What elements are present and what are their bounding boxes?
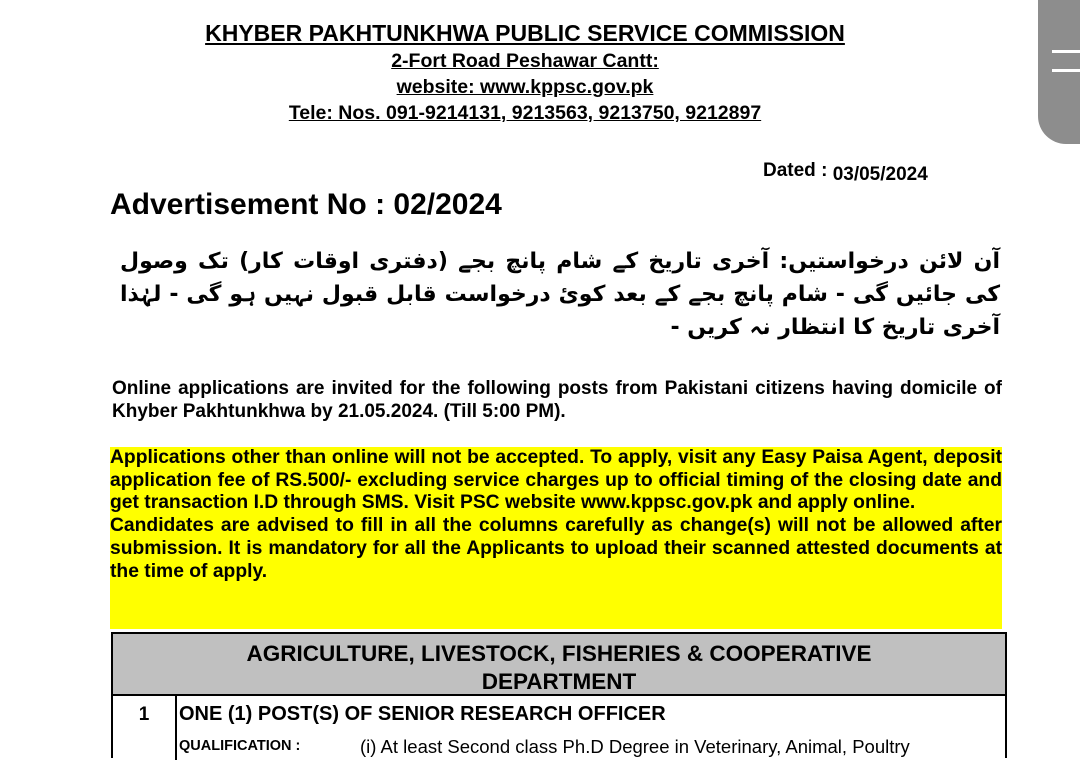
intro-paragraph: Online applications are invited for the following posts from Pakistani citizens having domicile of Khyber Pakhtunkhwa by 21.05.2024. (Till 5:00 PM). bbox=[112, 378, 1002, 422]
notice-paragraph-1: Applications other than online will not be accepted. To apply, visit any Easy Paisa Agent, deposit application fee of RS.500/- excluding service charges up to official timing of the closing date and get transaction I.D through SMS. Visit PSC website www.kppsc.gov.pk and apply online. bbox=[110, 447, 1002, 514]
qualification-text: (i) At least Second class Ph.D Degree in Veterinary, Animal, Poultry bbox=[360, 736, 910, 757]
urdu-notice: آن لائن درخواستیں: آخری تاریخ کے شام پانچ بجے (دفتری اوقات کار) تک وصول کی جائیں گی - شام پانچ بجے کے بعد کوئ درخواست قابل قبول نہیں ہو گی - لہٰذا آخری تاریخ کا انتظار نہ کریں - bbox=[120, 249, 1000, 340]
post-title: ONE (1) POST(S) OF SENIOR RESEARCH OFFICER bbox=[179, 703, 666, 725]
qualification-label: QUALIFICATION : bbox=[179, 738, 301, 754]
org-address: 2-Fort Road Peshawar Cantt: bbox=[391, 50, 659, 72]
table-row bbox=[111, 694, 1007, 758]
org-name: KHYBER PAKHTUNKHWA PUBLIC SERVICE COMMISSION bbox=[205, 20, 845, 46]
document-header bbox=[0, 18, 1080, 126]
highlighted-notice bbox=[110, 447, 1002, 629]
notice-paragraph-2: Candidates are advised to fill in all the columns carefully as change(s) will not be allowed after submission. It is mandatory for all the Applicants to upload their scanned attested documents at the time of apply. bbox=[110, 515, 1002, 582]
side-panel-tab[interactable] bbox=[1038, 0, 1080, 144]
dated-line bbox=[763, 160, 928, 185]
advertisement-number: Advertisement No : 02/2024 bbox=[110, 188, 502, 221]
department-line-1: AGRICULTURE, LIVESTOCK, FISHERIES & COOPERATIVE bbox=[246, 641, 872, 666]
dated-label: Dated : bbox=[763, 160, 828, 181]
org-website[interactable]: website: www.kppsc.gov.pk bbox=[396, 76, 654, 98]
hamburger-menu-icon bbox=[1052, 50, 1080, 74]
org-phones: Tele: Nos. 091-9214131, 9213563, 9213750, 9212897 bbox=[288, 102, 762, 124]
department-heading bbox=[111, 632, 1007, 694]
post-number: 1 bbox=[113, 696, 177, 760]
department-line-2: DEPARTMENT bbox=[481, 669, 637, 694]
dated-value: 03/05/2024 bbox=[832, 164, 928, 185]
